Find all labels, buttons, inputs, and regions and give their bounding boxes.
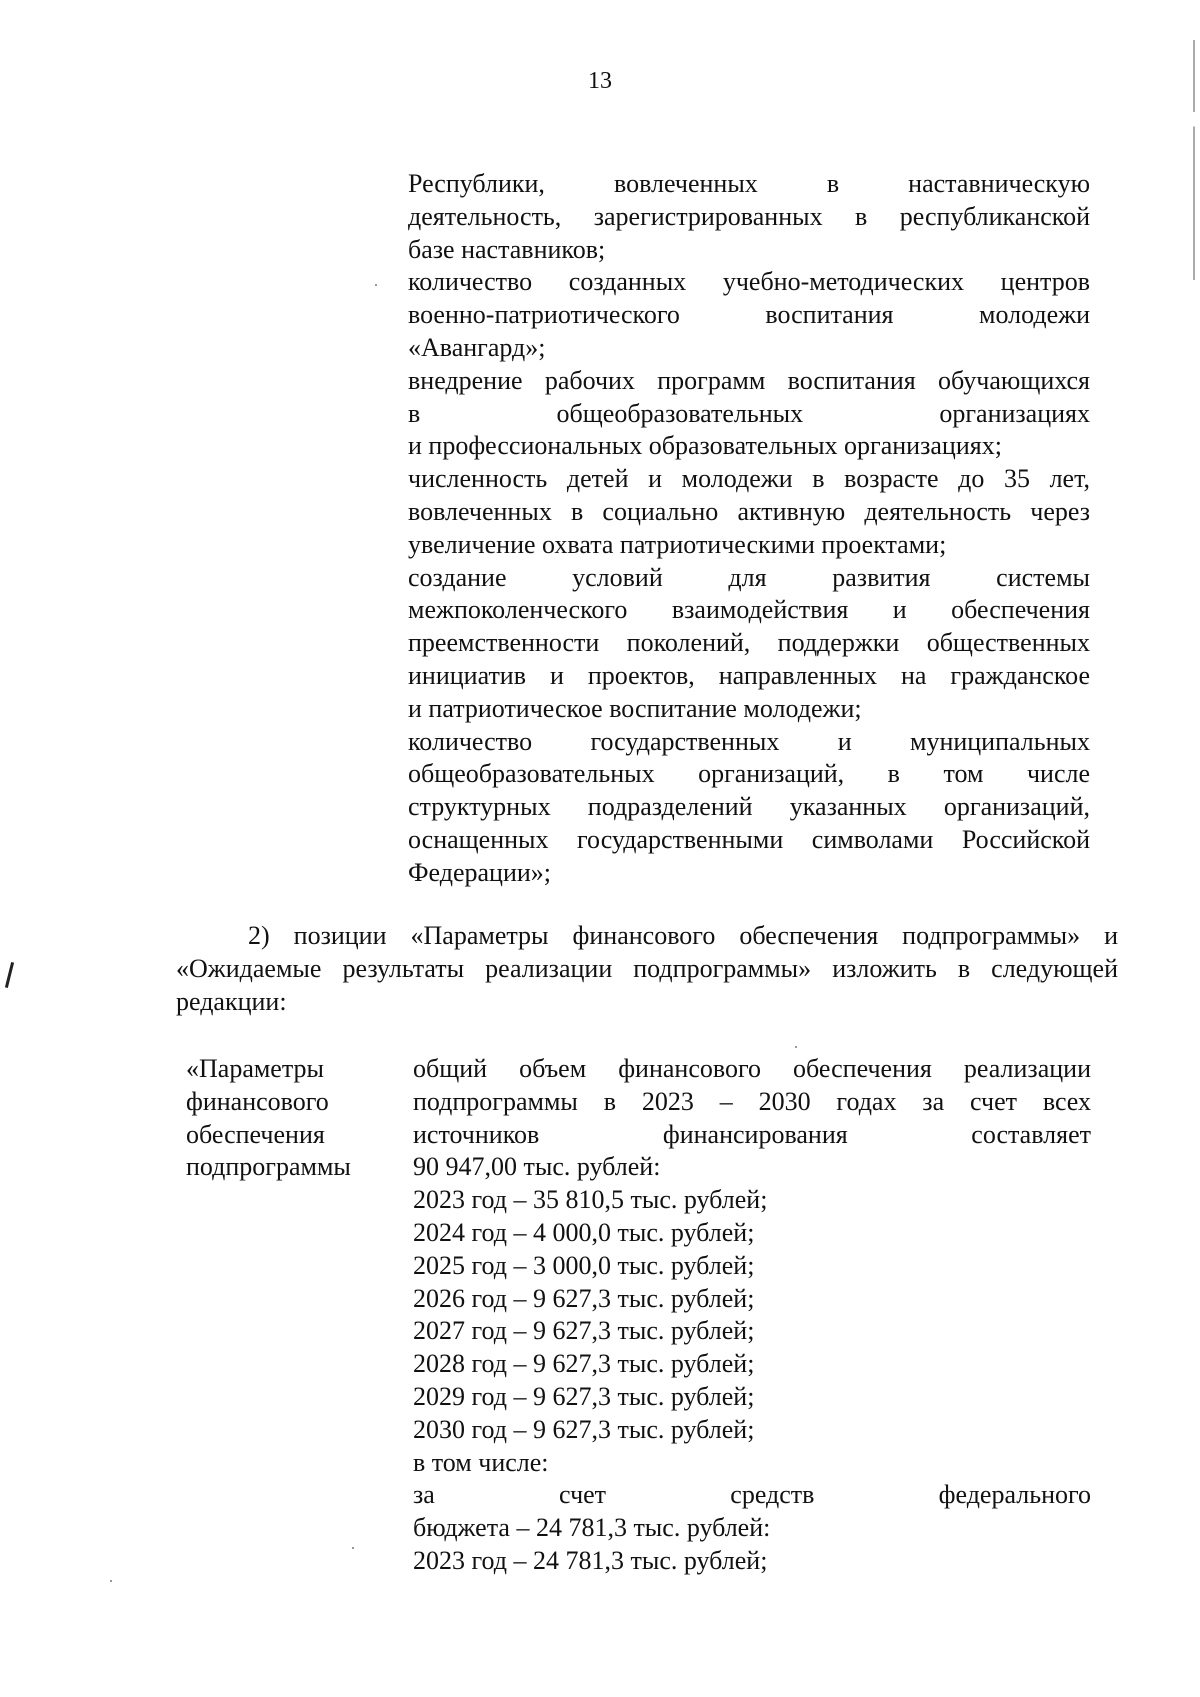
text-line: деятельность, зарегистрированных в республиканской: [408, 201, 1090, 231]
text-line: количество созданных учебно-методических центров: [408, 267, 1090, 297]
text-line: 2024 год – 4 000,0 тыс. рублей;: [413, 1217, 755, 1247]
page-number: 13: [588, 68, 612, 94]
label-line: обеспечения: [186, 1119, 325, 1149]
text-line: инициатив и проектов, направленных на гражданское: [408, 660, 1090, 690]
text-line: преемственности поколений, поддержки общественных: [408, 628, 1090, 658]
text-line: 90 947,00 тыс. рублей:: [413, 1152, 661, 1182]
text-line: в том числе:: [413, 1447, 549, 1477]
text-line: 2026 год – 9 627,3 тыс. рублей;: [413, 1283, 755, 1313]
text-line: внедрение рабочих программ воспитания обучающихся: [408, 365, 1090, 395]
text-line: подпрограммы в 2023 – 2030 годах за счет всех: [413, 1086, 1091, 1116]
label-line: финансового: [186, 1086, 329, 1116]
text-line: базе наставников;: [408, 234, 606, 264]
text-line: и профессиональных образовательных организациях;: [408, 431, 1002, 461]
text-line: создание условий для развития системы: [408, 562, 1090, 592]
text-line: 2030 год – 9 627,3 тыс. рублей;: [413, 1414, 755, 1444]
margin-pen-mark: [5, 962, 14, 988]
text-line: 2027 год – 9 627,3 тыс. рублей;: [413, 1316, 755, 1346]
amendment-paragraph-2: [176, 920, 1118, 1018]
scan-speck: [795, 1046, 797, 1048]
text-line: «Авангард»;: [408, 332, 546, 362]
scan-speck: [110, 1580, 112, 1582]
text-line: 2023 год – 24 781,3 тыс. рублей;: [413, 1545, 768, 1575]
text-line: редакции:: [176, 986, 287, 1016]
text-line: бюджета – 24 781,3 тыс. рублей:: [413, 1513, 771, 1543]
text-line: за счет средств федерального: [413, 1480, 1091, 1510]
text-line: численность детей и молодежи в возрасте до 35 лет,: [408, 464, 1090, 494]
text-line: вовлеченных в социально активную деятельность через: [408, 496, 1090, 526]
text-line: 2) позиции «Параметры финансового обеспечения подпрограммы» и: [248, 921, 1118, 950]
text-line: общеобразовательных организаций, в том числе: [408, 759, 1090, 789]
text-line: Республики, вовлеченных в наставническую: [408, 169, 1090, 198]
label-line: «Параметры: [186, 1054, 324, 1083]
label-line: подпрограммы: [186, 1152, 351, 1182]
financing-parameters-label: [186, 1053, 386, 1184]
financing-parameters-text: [413, 1053, 1091, 1578]
text-line: Федерации»;: [408, 857, 552, 887]
scan-edge-line: [1193, 40, 1195, 280]
text-line: источников финансирования составляет: [413, 1119, 1091, 1149]
text-line: структурных подразделений указанных организаций,: [408, 792, 1090, 822]
text-line: 2025 год – 3 000,0 тыс. рублей;: [413, 1250, 755, 1280]
text-line: «Ожидаемые результаты реализации подпрограммы» изложить в следующей: [176, 953, 1118, 983]
text-line: общий объем финансового обеспечения реализации: [413, 1054, 1091, 1083]
text-line: 2028 год – 9 627,3 тыс. рублей;: [413, 1349, 755, 1379]
scan-speck: [352, 1547, 354, 1549]
text-line: 2023 год – 35 810,5 тыс. рублей;: [413, 1185, 768, 1215]
text-line: в общеобразовательных организациях: [408, 398, 1090, 428]
text-line: 2029 год – 9 627,3 тыс. рублей;: [413, 1381, 755, 1411]
text-line: и патриотическое воспитание молодежи;: [408, 693, 862, 723]
text-line: оснащенных государственными символами Российской: [408, 824, 1090, 854]
text-line: межпоколенческого взаимодействия и обеспечения: [408, 595, 1090, 625]
text-line: количество государственных и муниципальных: [408, 726, 1090, 756]
text-line: военно-патриотического воспитания молодежи: [408, 300, 1090, 330]
text-line: увеличение охвата патриотическими проектами;: [408, 529, 947, 559]
scan-speck: [375, 284, 377, 286]
indicators-list-continuation: [408, 168, 1090, 890]
